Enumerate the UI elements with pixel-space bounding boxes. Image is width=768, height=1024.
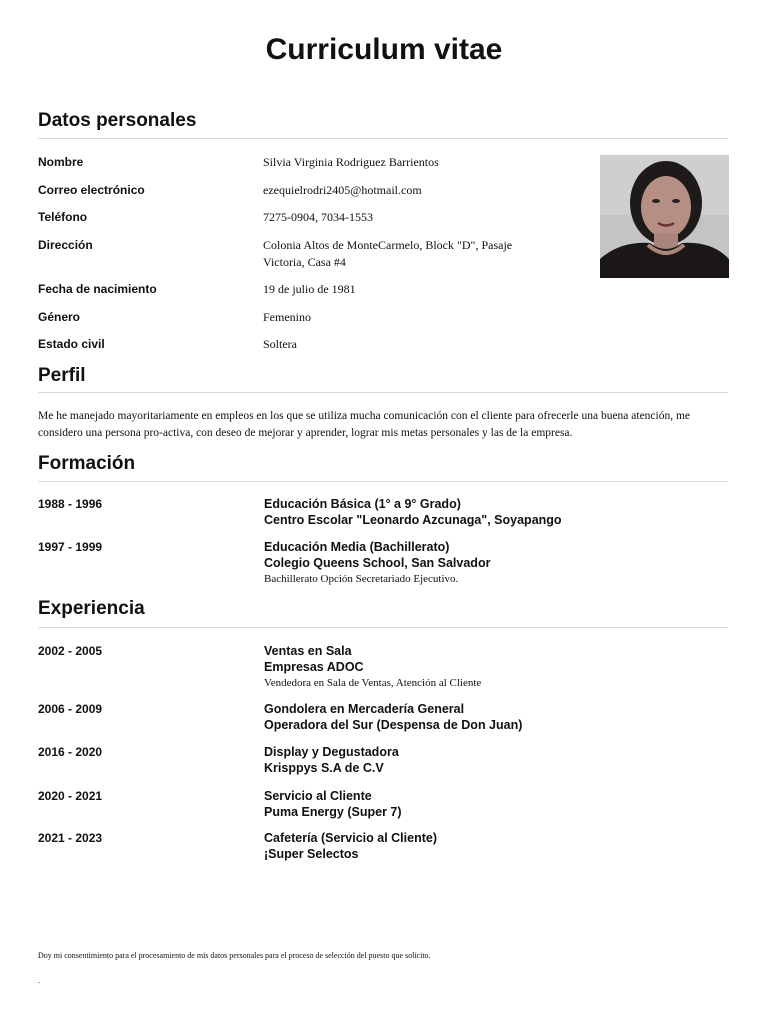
experiencia-entry [264, 788, 402, 820]
field-value-telefono: 7275-0904, 7034-1553 [263, 210, 373, 224]
field-label-nacimiento: Fecha de nacimiento [38, 282, 157, 296]
experiencia-entry [264, 701, 522, 733]
formacion-place: Colegio Queens School, San Salvador [264, 556, 491, 570]
section-heading-formacion: Formación [38, 453, 136, 474]
experiencia-place: Operadora del Sur (Despensa de Don Juan) [264, 718, 523, 732]
formacion-title: Educación Media (Bachillerato) [264, 540, 450, 554]
field-value-direccion [263, 237, 512, 271]
experiencia-title: Gondolera en Mercadería General [264, 702, 465, 716]
formacion-detail: Bachillerato Opción Secretariado Ejecutivo. [264, 573, 459, 585]
page-title: Curriculum vitae [265, 33, 503, 66]
experiencia-title: Display y Degustadora [264, 745, 399, 759]
formacion-period: 1997 - 1999 [38, 540, 103, 554]
field-label-genero: Género [38, 310, 81, 324]
direccion-line-2: Victoria, Casa #4 [263, 255, 346, 269]
footer-dot: . [38, 976, 40, 985]
section-divider [38, 481, 728, 482]
section-heading-personal: Datos personales [38, 110, 197, 131]
field-label-nombre: Nombre [38, 155, 84, 169]
formacion-period: 1988 - 1996 [38, 497, 103, 511]
experiencia-period: 2002 - 2005 [38, 644, 103, 658]
field-value-nombre: Silvia Virginia Rodriguez Barrientos [263, 155, 439, 169]
experiencia-entry [264, 830, 437, 862]
section-divider [38, 627, 728, 628]
consent-statement: Doy mi consentimiento para el procesamiento de mis datos personales para el proceso de selección del puesto que solicito. [38, 951, 431, 960]
field-value-nacimiento: 19 de julio de 1981 [263, 282, 356, 296]
section-heading-perfil: Perfil [38, 365, 86, 386]
formacion-entry [264, 496, 562, 528]
field-label-email: Correo electrónico [38, 183, 145, 197]
section-divider [38, 138, 728, 139]
field-value-email: ezequielrodri2405@hotmail.com [263, 183, 422, 197]
experiencia-place: Puma Energy (Super 7) [264, 805, 402, 819]
experiencia-period: 2020 - 2021 [38, 789, 103, 803]
profile-photo [600, 155, 729, 278]
experiencia-period: 2006 - 2009 [38, 702, 103, 716]
experiencia-period: 2021 - 2023 [38, 831, 103, 845]
experiencia-entry [264, 744, 399, 776]
experiencia-place: ¡Super Selectos [264, 847, 359, 861]
experiencia-place: Krisppys S.A de C.V [264, 761, 384, 775]
field-label-direccion: Dirección [38, 238, 93, 252]
experiencia-period: 2016 - 2020 [38, 745, 103, 759]
direccion-line-1: Colonia Altos de MonteCarmelo, Block "D", Pasaje [263, 238, 513, 252]
field-label-telefono: Teléfono [38, 210, 88, 224]
portrait-image [600, 155, 729, 278]
experiencia-place: Empresas ADOC [264, 660, 364, 674]
experiencia-entry [264, 643, 481, 691]
formacion-title: Educación Básica (1° a 9° Grado) [264, 497, 461, 511]
formacion-place: Centro Escolar "Leonardo Azcunaga", Soyapango [264, 513, 562, 527]
field-value-estado-civil: Soltera [263, 337, 297, 351]
formacion-entry [264, 539, 490, 587]
section-heading-experiencia: Experiencia [38, 598, 145, 619]
section-divider [38, 392, 728, 393]
field-label-estado-civil: Estado civil [38, 337, 105, 351]
experiencia-detail: Vendedora en Sala de Ventas, Atención al Cliente [264, 677, 482, 689]
perfil-text: Me he manejado mayoritariamente en empleos en los que se utiliza mucha comunicación con el cliente para ofrecerle una buena atención, me considero una persona pro-activa, con deseo de mejorar y aprender, lograr mis metas personales y las de la empresa. [38, 410, 691, 439]
experiencia-title: Servicio al Cliente [264, 789, 372, 803]
experiencia-title: Cafetería (Servicio al Cliente) [264, 831, 437, 845]
experiencia-title: Ventas en Sala [264, 644, 352, 658]
field-value-genero: Femenino [263, 310, 311, 324]
